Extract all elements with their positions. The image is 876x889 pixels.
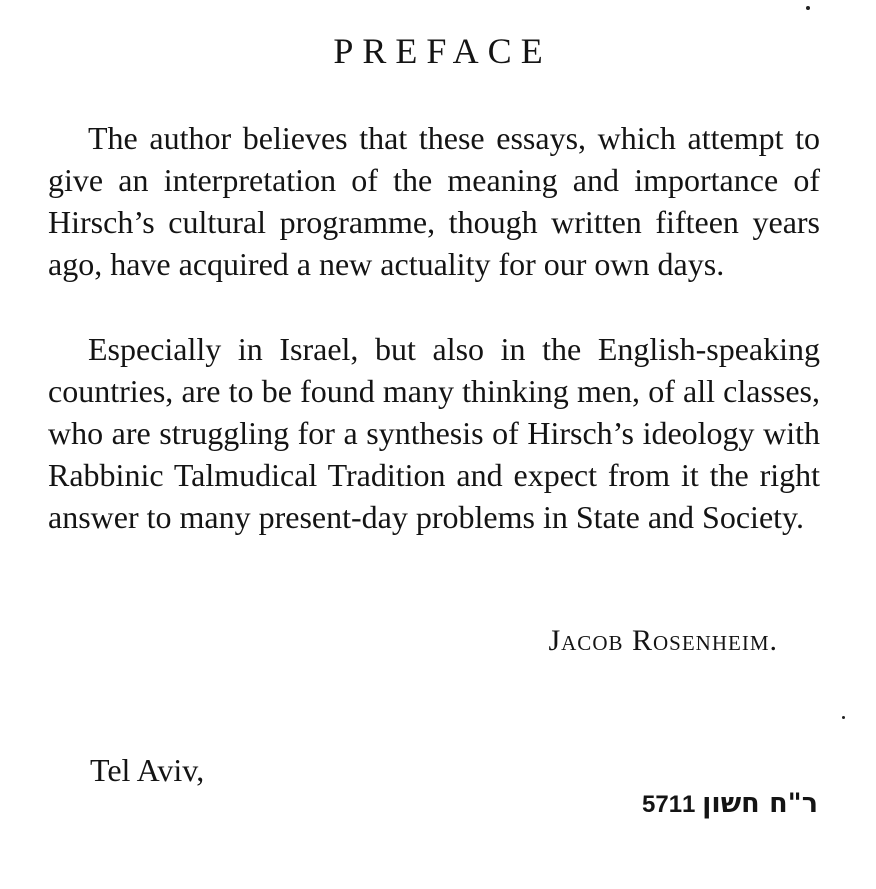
paragraph-2: Especially in Israel, but also in the English-speaking countries, are to be found many thinking men, of all classes, who are struggling for a synthesis of Hirsch’s ideology with Rabbinic Talmudical Tradition and expect from it the right answer to many present-day problems in State and Society. bbox=[48, 331, 820, 535]
author-signature: Jacob Rosenheim. bbox=[548, 624, 778, 657]
paragraph-1: The author believes that these essays, which attempt to give an interpretation of the meaning and importance of Hirsch’s cultural programme, though written fifteen years ago, have acquired a new actuality for our own days. bbox=[48, 120, 820, 282]
print-speck bbox=[806, 6, 810, 10]
page-title: PREFACE bbox=[333, 31, 552, 71]
hebrew-date bbox=[642, 788, 818, 819]
date-year: 5711 bbox=[642, 791, 696, 818]
print-speck bbox=[842, 716, 845, 719]
place-line: Tel Aviv, bbox=[90, 752, 205, 788]
date-hebrew-text: ר"ח חשון bbox=[702, 788, 818, 819]
